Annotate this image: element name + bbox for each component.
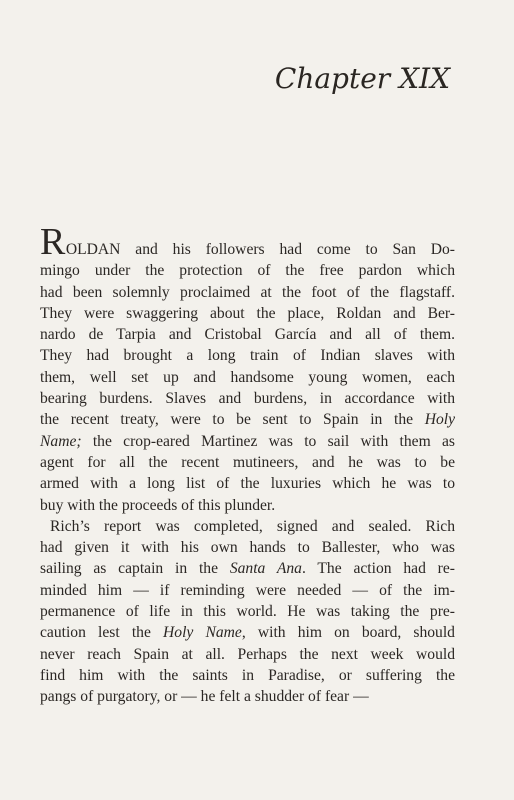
text-line [40, 388, 455, 409]
text-line [40, 495, 455, 516]
text-segment: . The action had re- [301, 560, 455, 578]
text-segment: Rich’s report was completed, signed and sealed. Rich [50, 517, 455, 535]
text-segment: They had brought a long train of Indian slaves with [40, 347, 455, 365]
text-line [40, 622, 455, 643]
text-line [40, 644, 455, 665]
text-line [40, 260, 455, 281]
text-segment: armed with a long list of the luxuries which he was to [40, 475, 455, 493]
text-segment: had given it with his own hands to Ballester, who was [40, 539, 455, 557]
text-line [40, 473, 455, 494]
text-segment: never reach Spain at all. Perhaps the next week would [40, 645, 455, 663]
drop-cap: R [40, 221, 66, 263]
text-segment: the crop-eared Martinez was to sail with them as [81, 432, 455, 450]
text-segment: nardo de Tarpia and Cristobal García and all of them. [40, 326, 455, 344]
text-segment: them, well set up and handsome young women, each [40, 368, 455, 386]
text-segment: buy with the proceeds of this plunder. [40, 496, 276, 514]
text-line [40, 665, 455, 686]
text-segment: had been solemnly proclaimed at the foot of the flagstaff. [40, 283, 455, 301]
paragraph [40, 221, 455, 516]
text-segment: sailing as captain in the [40, 560, 230, 578]
text-line [40, 282, 455, 303]
text-segment: permanence of life in this world. He was taking the pre- [40, 603, 455, 621]
text-line [40, 537, 455, 558]
text-segment: bearing burdens. Slaves and burdens, in accordance with [40, 390, 455, 408]
italic-text: Santa Ana [229, 560, 302, 578]
text-segment: agent for all the recent mutineers, and he was to be [40, 453, 455, 471]
italic-text: Holy Name [163, 624, 242, 642]
text-segment: They were swaggering about the place, Roldan and Ber- [40, 304, 455, 322]
chapter-title: Chapter XIX [274, 62, 450, 95]
text-line [40, 409, 455, 430]
text-line [40, 303, 455, 324]
text-line [40, 580, 455, 601]
text-line [40, 431, 455, 452]
text-segment: find him with the saints in Paradise, or suffering the [40, 666, 455, 684]
text-line [40, 221, 455, 263]
text-line [40, 452, 455, 473]
italic-text: Name; [40, 432, 82, 450]
text-segment: the recent treaty, were to be sent to Spain in the [40, 411, 425, 429]
text-line [40, 516, 455, 537]
text-line [40, 367, 455, 388]
text-line [40, 686, 455, 707]
text-segment: , with him on board, should [241, 624, 455, 642]
text-segment: caution lest the [40, 624, 164, 642]
paragraph [40, 516, 455, 708]
text-line [40, 601, 455, 622]
text-segment: pangs of purgatory, or — he felt a shudder of fear — [40, 688, 369, 706]
text-segment: mingo under the protection of the free pardon which [40, 262, 455, 280]
chapter-body [40, 221, 455, 708]
text-line [40, 345, 455, 366]
text-segment: OLDAN and his followers had come to San Do- [65, 241, 455, 258]
italic-text: Holy [424, 411, 455, 429]
text-segment: minded him — if reminding were needed — of the im- [40, 581, 455, 599]
text-line [40, 324, 455, 345]
text-line [40, 558, 455, 579]
